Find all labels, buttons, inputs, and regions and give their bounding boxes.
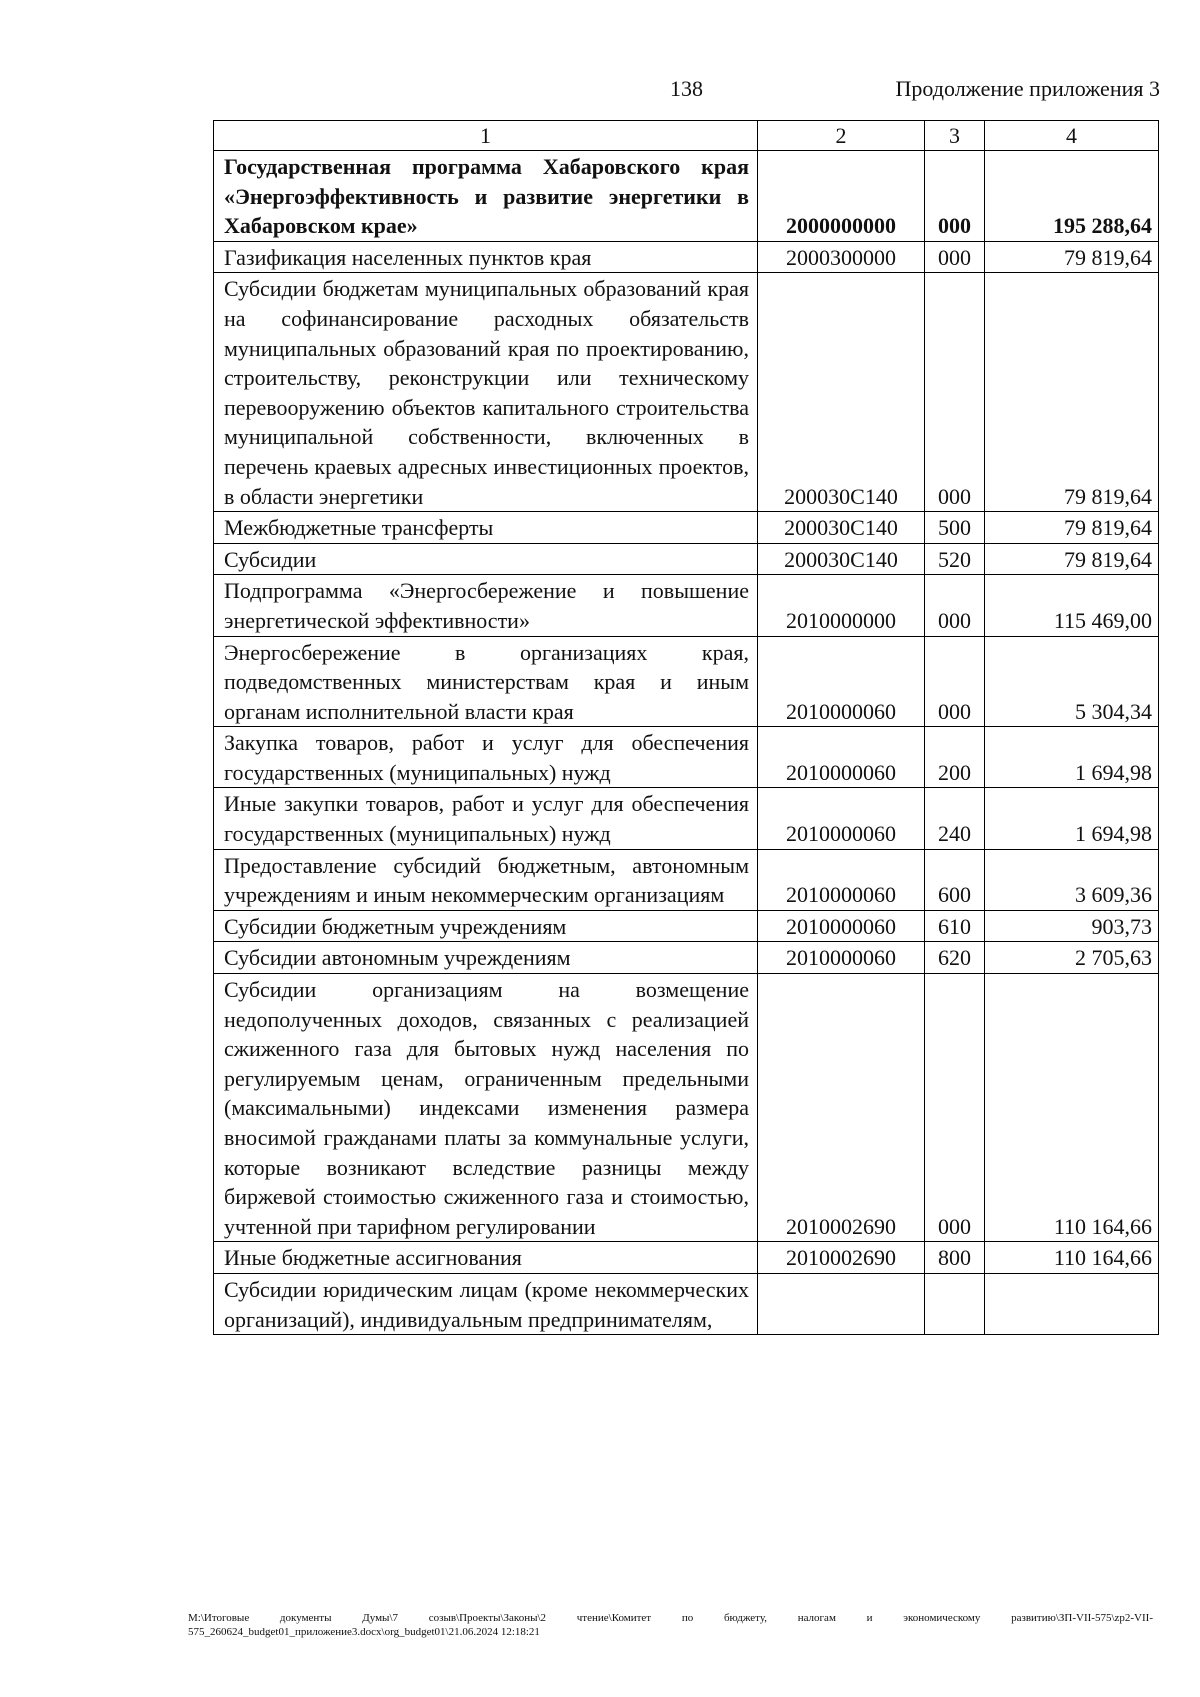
row-code-cell: 2010000060	[758, 727, 925, 788]
table-row	[214, 942, 1159, 974]
document-path-footer: М:\Итоговые документы Думы\7 созыв\Проекты\Законы\2 чтение\Комитет по бюджету, налогам и экономическому развитию\ЗП-VII-575\zp2-VII-575_260624_budget01_приложение3.docx\org_budget01\21.06.2024 12:18:21	[188, 1612, 1153, 1638]
row-amount-cell: 115 469,00	[985, 575, 1159, 636]
row-name-cell: Иные бюджетные ассигнования	[214, 1242, 758, 1274]
column-header-3: 3	[925, 121, 985, 151]
row-name-cell: Иные закупки товаров, работ и услуг для обеспечения государственных (муниципальных) нужд	[214, 788, 758, 849]
row-name-cell: Газификация населенных пунктов края	[214, 241, 758, 273]
row-type-cell: 000	[925, 974, 985, 1242]
table-header-row	[214, 121, 1159, 151]
row-amount-cell: 2 705,63	[985, 942, 1159, 974]
row-type-cell: 000	[925, 241, 985, 273]
table-row	[214, 974, 1159, 1242]
table-row	[214, 273, 1159, 512]
row-code-cell: 2010002690	[758, 974, 925, 1242]
table-row	[214, 849, 1159, 910]
table-row	[214, 636, 1159, 727]
table-row	[214, 910, 1159, 942]
table-row	[214, 1242, 1159, 1274]
row-type-cell: 000	[925, 151, 985, 242]
row-amount-cell	[985, 1273, 1159, 1334]
row-code-cell: 2010000000	[758, 575, 925, 636]
row-type-cell: 240	[925, 788, 985, 849]
row-amount-cell: 5 304,34	[985, 636, 1159, 727]
table-row	[214, 543, 1159, 575]
row-amount-cell: 79 819,64	[985, 273, 1159, 512]
page-number: 138	[670, 76, 703, 101]
row-amount-cell: 79 819,64	[985, 241, 1159, 273]
table-row	[214, 727, 1159, 788]
budget-table	[213, 120, 1159, 1335]
table-row	[214, 788, 1159, 849]
row-type-cell: 200	[925, 727, 985, 788]
row-code-cell: 2000300000	[758, 241, 925, 273]
row-type-cell: 520	[925, 543, 985, 575]
continuation-label: Продолжение приложения 3	[895, 76, 1160, 101]
row-code-cell: 2010000060	[758, 849, 925, 910]
table-row	[214, 512, 1159, 544]
row-amount-cell: 1 694,98	[985, 727, 1159, 788]
row-type-cell: 000	[925, 636, 985, 727]
row-name-cell: Энергосбережение в организациях края, подведомственных министерствам края и иным органам исполнительной власти края	[214, 636, 758, 727]
row-type-cell: 000	[925, 273, 985, 512]
row-name-cell: Субсидии организациям на возмещение недополученных доходов, связанных с реализацией сжиженного газа для бытовых нужд населения по регулируемым ценам, ограниченным предельными (максимальными) индексами изменения размера вносимой гражданами платы за коммунальные услуги, которые возникают вследствие разницы между биржевой стоимостью сжиженного газа и стоимостью, учтенной при тарифном регулировании	[214, 974, 758, 1242]
row-amount-cell: 3 609,36	[985, 849, 1159, 910]
table-row	[214, 575, 1159, 636]
row-type-cell	[925, 1273, 985, 1334]
row-name-cell: Закупка товаров, работ и услуг для обеспечения государственных (муниципальных) нужд	[214, 727, 758, 788]
row-name-cell: Субсидии юридическим лицам (кроме некоммерческих организаций), индивидуальным предпринимателям,	[214, 1273, 758, 1334]
row-code-cell: 200030С140	[758, 273, 925, 512]
row-amount-cell: 1 694,98	[985, 788, 1159, 849]
row-name-cell: Субсидии автономным учреждениям	[214, 942, 758, 974]
column-header-1: 1	[214, 121, 758, 151]
row-amount-cell: 110 164,66	[985, 974, 1159, 1242]
row-name-cell: Межбюджетные трансферты	[214, 512, 758, 544]
row-amount-cell: 903,73	[985, 910, 1159, 942]
row-amount-cell: 79 819,64	[985, 512, 1159, 544]
row-code-cell: 2010000060	[758, 910, 925, 942]
row-code-cell: 2010002690	[758, 1242, 925, 1274]
row-code-cell: 2000000000	[758, 151, 925, 242]
column-header-2: 2	[758, 121, 925, 151]
row-code-cell: 2010000060	[758, 942, 925, 974]
row-name-cell: Субсидии бюджетам муниципальных образований края на софинансирование расходных обязательств муниципальных образований края по проектированию, строительству, реконструкции или техническому перевооружению объектов капитального строительства муниципальной собственности, включенных в перечень краевых адресных инвестиционных проектов, в области энергетики	[214, 273, 758, 512]
budget-table-body	[214, 121, 1159, 1335]
row-type-cell: 000	[925, 575, 985, 636]
row-type-cell: 600	[925, 849, 985, 910]
column-header-4: 4	[985, 121, 1159, 151]
row-code-cell: 2010000060	[758, 636, 925, 727]
row-amount-cell: 110 164,66	[985, 1242, 1159, 1274]
table-row	[214, 241, 1159, 273]
row-code-cell: 2010000060	[758, 788, 925, 849]
row-name-cell: Государственная программа Хабаровского края «Энергоэффективность и развитие энергетики в Хабаровском крае»	[214, 151, 758, 242]
row-amount-cell: 195 288,64	[985, 151, 1159, 242]
row-name-cell: Субсидии бюджетным учреждениям	[214, 910, 758, 942]
table-row	[214, 151, 1159, 242]
row-type-cell: 620	[925, 942, 985, 974]
row-type-cell: 610	[925, 910, 985, 942]
table-row	[214, 1273, 1159, 1334]
row-type-cell: 500	[925, 512, 985, 544]
row-amount-cell: 79 819,64	[985, 543, 1159, 575]
row-code-cell: 200030С140	[758, 512, 925, 544]
row-name-cell: Предоставление субсидий бюджетным, автономным учреждениям и иным некоммерческим организациям	[214, 849, 758, 910]
row-name-cell: Субсидии	[214, 543, 758, 575]
row-code-cell	[758, 1273, 925, 1334]
row-name-cell: Подпрограмма «Энергосбережение и повышение энергетической эффективности»	[214, 575, 758, 636]
row-type-cell: 800	[925, 1242, 985, 1274]
row-code-cell: 200030С140	[758, 543, 925, 575]
